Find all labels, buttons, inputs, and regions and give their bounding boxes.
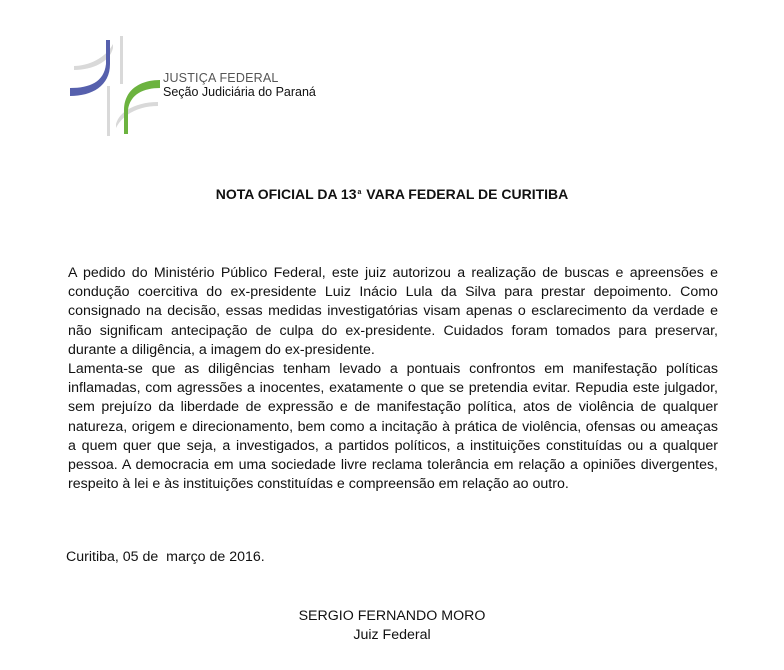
- signature-block: [0, 607, 784, 645]
- signer-role: Juiz Federal: [353, 627, 431, 643]
- logo-gray-bar-bottom-left: [107, 86, 110, 136]
- logo-gray-swoosh-bottom: [116, 102, 158, 128]
- title-ordinal: a: [357, 189, 362, 196]
- paragraph-1: A pedido do Ministério Público Federal, este juiz autorizou a realização de buscas e apreensões e condução coercitiva do ex-presidente Luiz Inácio Lula da Silva para prestar depoimento. Como consignado na decisão, essas medidas investigatórias visam apenas o esclarecimento da verdade e não significam antecipação de culpa do ex-presidente. Cuidados foram tomados para preservar, durante a diligência, a imagem do ex-presidente.: [68, 265, 718, 358]
- title-suffix: VARA FEDERAL DE CURITIBA: [362, 186, 569, 202]
- justica-federal-logo: [66, 34, 166, 138]
- dateline: Curitiba, 05 de março de 2016.: [66, 549, 265, 565]
- signer-name: SERGIO FERNANDO MORO: [298, 608, 486, 624]
- organization-block: [163, 71, 316, 99]
- organization-section: Seção Judiciária do Paraná: [163, 85, 316, 99]
- document-body: [68, 264, 718, 494]
- title-prefix: NOTA OFICIAL DA 13: [215, 186, 357, 202]
- document-title: [0, 186, 784, 202]
- organization-name: JUSTIÇA FEDERAL: [163, 71, 279, 85]
- logo-gray-bar-top-right: [120, 36, 123, 84]
- letterhead: [66, 34, 326, 138]
- paragraph-2: Lamenta-se que as diligências tenham levado a pontuais confrontos em manifestação políticas inflamadas, com agressões a inocentes, exatamente o que se pretendia evitar. Repudia este julgador, sem prejuízo da liberdade de expressão e de manifestação política, atos de violência de qualquer natureza, origem e direcionamento, bem como a incitação à prática de violência, ofensas ou ameaças a quem quer que seja, a investigados, a partidos políticos, a instituições constituídas ou a qualquer pessoa. A democracia em uma sociedade livre reclama tolerância em relação a opiniões divergentes, respeito à lei e às instituições constituídas e compreensão em relação ao outro.: [68, 361, 718, 493]
